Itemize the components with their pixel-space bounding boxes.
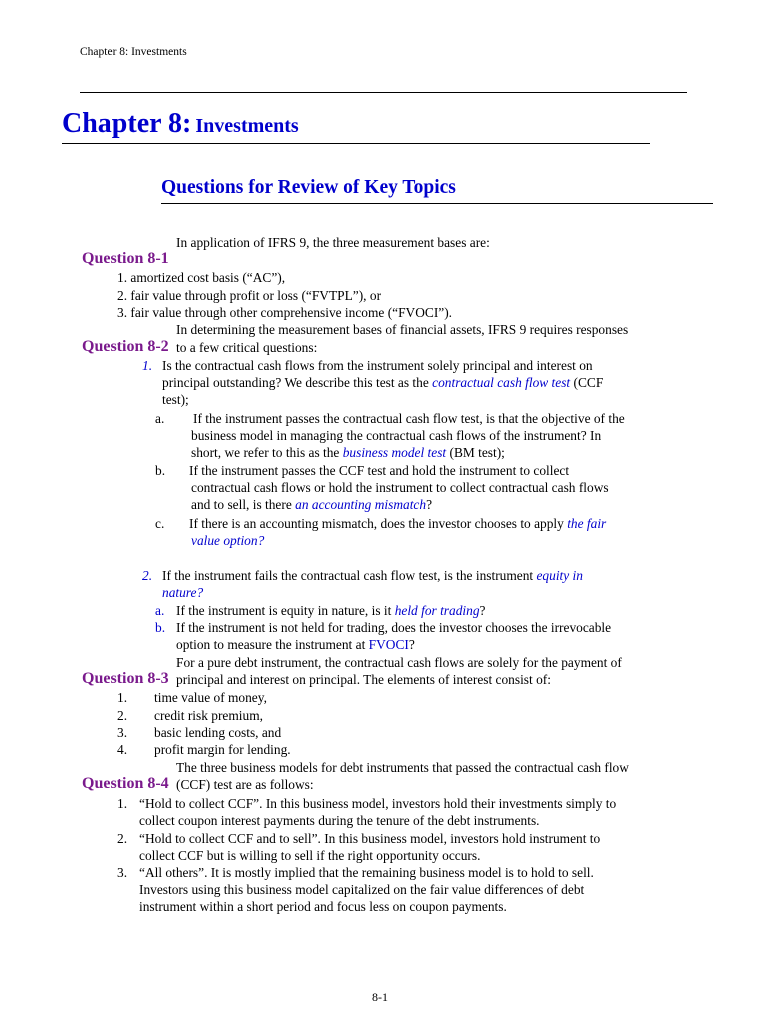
q2-p1c-line1 — [189, 515, 606, 532]
q2-p1-line2-text: principal outstanding? We describe this test as the — [162, 375, 429, 390]
q2-p2b-line2 — [176, 636, 415, 653]
q2-p2-line1-text: If the instrument fails the contractual cash flow test, is the instrument — [162, 568, 534, 583]
q3-item-4-number: 4. — [117, 742, 128, 757]
q2-p2b-letter: b. — [155, 620, 166, 635]
q2-p1b-line2: contractual cash flows or hold the instrument to collect contractual cash flows — [191, 480, 609, 495]
equity-in-nature-term-end: nature? — [162, 585, 204, 600]
q2-p1b-line3-text: and to sell, is there — [191, 497, 292, 512]
q3-intro-line2: principal and interest on principal. The elements of interest consist of: — [176, 672, 551, 687]
q2-p2a-line1 — [176, 602, 485, 619]
q2-p1a-letter: a. — [155, 411, 165, 426]
q2-p1a-line3 — [191, 444, 505, 461]
q4-item-1-line2: collect coupon interest payments during the tenure of the debt instruments. — [139, 813, 540, 828]
q1-item-3: 3. fair value through other comprehensive income (“FVOCI”). — [117, 305, 453, 320]
q2-p1b-line3-tail: ? — [426, 497, 433, 512]
q2-p1b-letter: b. — [155, 463, 166, 478]
q2-p2b-line1: If the instrument is not held for trading, does the investor chooses the irrevocable — [176, 620, 612, 635]
question-8-3-label: Question 8-3 — [82, 670, 169, 687]
q4-item-1-number: 1. — [117, 796, 128, 811]
q2-p2a-letter: a. — [155, 603, 165, 618]
q1-item-1: 1. amortized cost basis (“AC”), — [117, 270, 286, 285]
q2-p1a-line3-tail: (BM test); — [446, 445, 505, 460]
q3-item-4-text: profit margin for lending. — [154, 742, 291, 757]
q3-item-3-number: 3. — [117, 725, 128, 740]
q2-p2b-line2-text: option to measure the instrument at — [176, 637, 366, 652]
q1-item-2: 2. fair value through profit or loss (“FVTPL”), or — [117, 288, 382, 303]
q4-item-3-number: 3. — [117, 865, 128, 880]
chapter-name: Investments — [195, 115, 299, 137]
q2-p1b-line1: If the instrument passes the CCF test and hold the instrument to collect — [189, 463, 570, 478]
q3-item-2-number: 2. — [117, 708, 128, 723]
q4-item-2-line1: “Hold to collect CCF and to sell”. In this business model, investors hold instrument to — [139, 831, 601, 846]
q3-item-2-text: credit risk premium, — [154, 708, 263, 723]
header-rule — [80, 92, 687, 93]
q2-p1b-line3 — [191, 496, 432, 513]
q2-p2a-line1-tail: ? — [479, 603, 486, 618]
q2-p1a-line3-text: short, we refer to this as the — [191, 445, 340, 460]
q2-p2-line1 — [162, 567, 583, 584]
accounting-mismatch-term: an accounting mismatch — [295, 497, 427, 512]
page-number: 8-1 — [372, 990, 388, 1004]
bm-test-term: business model test — [342, 445, 447, 460]
q2-p2a-line1-text: If the instrument is equity in nature, is it — [176, 603, 392, 618]
fair-value-option-term-end: value option? — [191, 533, 265, 548]
q4-item-2-number: 2. — [117, 831, 128, 846]
q2-p2-number: 2. — [142, 568, 153, 583]
running-head: Chapter 8: Investments — [80, 46, 187, 58]
fair-value-option-term-start: the fair — [567, 516, 607, 531]
q4-item-3-line2: Investors using this business model capitalized on the fair value differences of debt — [139, 882, 585, 897]
section-title-rule — [161, 203, 713, 204]
chapter-prefix: Chapter 8: — [62, 108, 192, 139]
ccf-test-term: contractual cash flow test — [432, 375, 571, 390]
q3-item-1-number: 1. — [117, 690, 128, 705]
equity-in-nature-term-start: equity in — [536, 568, 583, 583]
q3-item-1-text: time value of money, — [154, 690, 267, 705]
q2-p1-line1: Is the contractual cash flows from the instrument solely principal and interest on — [162, 358, 593, 373]
q4-item-3-line3: instrument within a short period and focus less on coupon payments. — [139, 899, 507, 914]
q3-intro-line1: For a pure debt instrument, the contractual cash flows are solely for the payment of — [176, 655, 622, 670]
q2-intro-line1: In determining the measurement bases of financial assets, IFRS 9 requires responses — [176, 322, 629, 337]
q2-p1-line3: test); — [162, 392, 189, 407]
question-8-4-label: Question 8-4 — [82, 775, 169, 792]
q4-item-2-line2: collect CCF but is willing to sell if the right opportunity occurs. — [139, 848, 481, 863]
section-title: Questions for Review of Key Topics — [161, 177, 456, 198]
q4-item-1-line1: “Hold to collect CCF”. In this business model, investors hold their investments simply to — [139, 796, 617, 811]
q2-p1-line2-tail: (CCF — [570, 375, 604, 390]
q2-intro-line2: to a few critical questions: — [176, 340, 318, 355]
q4-intro-line1: The three business models for debt instruments that passed the contractual cash flow — [176, 760, 629, 775]
q1-intro: In application of IFRS 9, the three measurement bases are: — [176, 235, 490, 250]
q2-p2b-line2-tail: ? — [408, 637, 415, 652]
question-8-1-label: Question 8-1 — [82, 250, 169, 267]
chapter-title-rule — [62, 143, 650, 144]
fvoci-term: FVOCI — [368, 637, 409, 652]
question-8-2-label: Question 8-2 — [82, 338, 169, 355]
q2-p1-number: 1. — [142, 358, 153, 373]
chapter-title — [62, 108, 299, 140]
q4-item-3-line1: “All others”. It is mostly implied that the remaining business model is to hold to sell. — [139, 865, 594, 880]
q2-p1a-line1: If the instrument passes the contractual cash flow test, is that the objective of the — [193, 411, 625, 426]
q2-p1a-line2: business model in managing the contractual cash flows of the instrument? In — [191, 428, 602, 443]
q4-intro-line2: (CCF) test are as follows: — [176, 777, 314, 792]
q2-p1c-letter: c. — [155, 516, 165, 531]
q3-item-3-text: basic lending costs, and — [154, 725, 282, 740]
held-for-trading-term: held for trading — [394, 603, 480, 618]
q2-p1-line2 — [162, 374, 603, 391]
q2-p1c-line1-text: If there is an accounting mismatch, does the investor chooses to apply — [189, 516, 564, 531]
